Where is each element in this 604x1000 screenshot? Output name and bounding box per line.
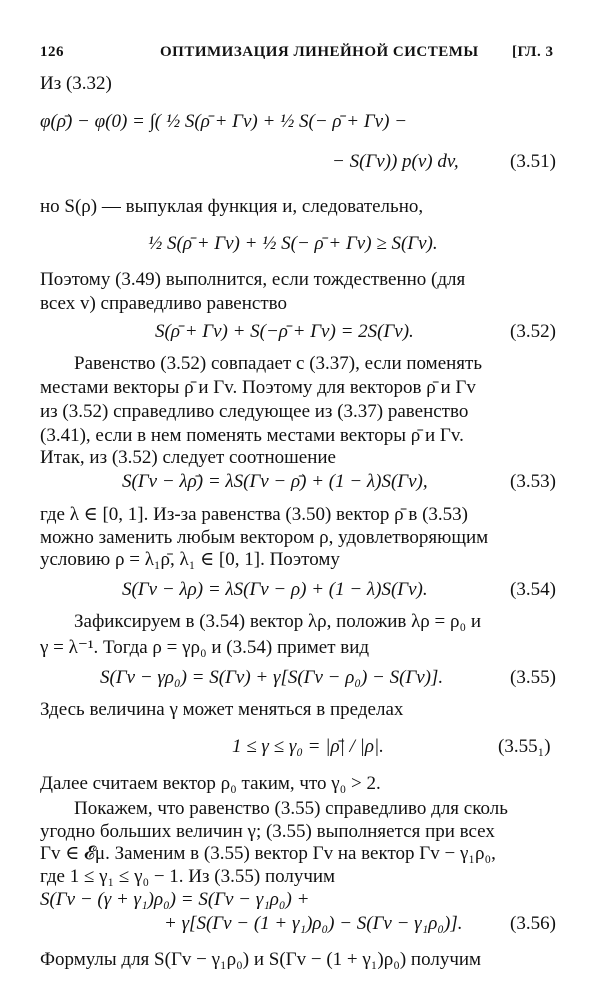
text-line: Итак, из (3.52) следует соотношение bbox=[40, 447, 336, 468]
text-line: Зафиксируем в (3.54) вектор λρ, положив λρ = ρ₀ и bbox=[74, 611, 482, 632]
text-line: где λ ∈ [0, 1]. Из-за равенства (3.50) вектор ρ̄ в (3.53) bbox=[40, 504, 468, 525]
text-line: всех v) справедливо равенство bbox=[40, 293, 287, 314]
text-line: можно заменить любым вектором ρ, удовлетворяющим bbox=[40, 527, 489, 548]
text-line: угодно больших величин γ; (3.55) выполняется при всех bbox=[40, 821, 495, 842]
text-line: γ = λ⁻¹. Тогда ρ = γρ₀ и (3.54) примет вид bbox=[40, 637, 370, 658]
equation-line: φ(ρ̄) − φ(0) = ∫( ½ S(ρ̄ + Γv) + ½ S(− ρ̄ + Γv) − bbox=[40, 111, 408, 132]
equation-line: ½ S(ρ̄ + Γv) + ½ S(− ρ̄ + Γv) ≥ S(Γv). bbox=[148, 233, 438, 254]
text-line: из (3.52) справедливо следующее из (3.37) равенство bbox=[40, 401, 469, 422]
text-line: Поэтому (3.49) выполнится, если тождественно (для bbox=[40, 269, 466, 290]
text-line: Равенство (3.52) совпадает с (3.37), если поменять bbox=[74, 353, 482, 374]
text-line: местами векторы ρ̄ и Γv. Поэтому для векторов ρ̄ и Γv bbox=[40, 377, 476, 398]
text-line: Покажем, что равенство (3.55) справедливо для сколь bbox=[74, 798, 508, 819]
text-line: Формулы для S(Γv − γ₁ρ₀) и S(Γv − (1 + γ₁)ρ₀) получим bbox=[40, 949, 482, 970]
equation-number: (3.51) bbox=[510, 151, 556, 172]
equation-number: (3.52) bbox=[510, 321, 556, 342]
equation-number: (3.55) bbox=[510, 667, 556, 688]
equation-line: S(Γv − λρ̄) = λS(Γv − ρ̄) + (1 − λ)S(Γv), bbox=[122, 471, 428, 492]
text-line: Здесь величина γ может меняться в пределах bbox=[40, 699, 404, 720]
equation-number: (3.53) bbox=[510, 471, 556, 492]
equation-line: S(Γv − λρ) = λS(Γv − ρ) + (1 − λ)S(Γv). bbox=[122, 579, 428, 600]
equation-line: S(Γv − (γ + γ₁)ρ₀) = S(Γv − γ₁ρ₀) + bbox=[40, 889, 310, 910]
text-line: Далее считаем вектор ρ₀ таким, что γ₀ > 2. bbox=[40, 773, 381, 794]
equation-line: S(Γv − γρ₀) = S(Γv) + γ[S(Γv − ρ₀) − S(Γv)]. bbox=[100, 667, 444, 688]
text-line: (3.41), если в нем поменять местами векторы ρ̄ и Γv. bbox=[40, 425, 464, 446]
running-title: ОПТИМИЗАЦИЯ ЛИНЕЙНОЙ СИСТЕМЫ bbox=[160, 44, 479, 60]
page-number: 126 bbox=[40, 44, 64, 60]
chapter-label: [ГЛ. 3 bbox=[512, 44, 554, 60]
equation-line: − S(Γv)) p(v) dv, bbox=[332, 151, 459, 172]
text-line: но S(ρ) — выпуклая функция и, следовательно, bbox=[40, 196, 424, 217]
text-line: где 1 ≤ γ₁ ≤ γ₀ − 1. Из (3.55) получим bbox=[40, 866, 336, 887]
text-line: Из (3.32) bbox=[40, 73, 112, 94]
equation-number: (3.54) bbox=[510, 579, 556, 600]
equation-line: + γ[S(Γv − (1 + γ₁)ρ₀) − S(Γv − γ₁ρ₀)]. bbox=[164, 913, 463, 934]
text-line: условию ρ = λ₁ρ̄, λ₁ ∈ [0, 1]. Поэтому bbox=[40, 549, 340, 570]
equation-number: (3.56) bbox=[510, 913, 556, 934]
equation-line: S(ρ̄ + Γv) + S(−ρ̄ + Γv) = 2S(Γv). bbox=[155, 321, 414, 342]
equation-line: 1 ≤ γ ≤ γ₀ = |ρ̄| / |ρ|. bbox=[232, 736, 384, 757]
equation-number: (3.55₁) bbox=[498, 736, 551, 757]
text-line: Γv ∈ 𝓔μ. Заменим в (3.55) вектор Γv на вектор Γv − γ₁ρ₀, bbox=[40, 843, 496, 864]
